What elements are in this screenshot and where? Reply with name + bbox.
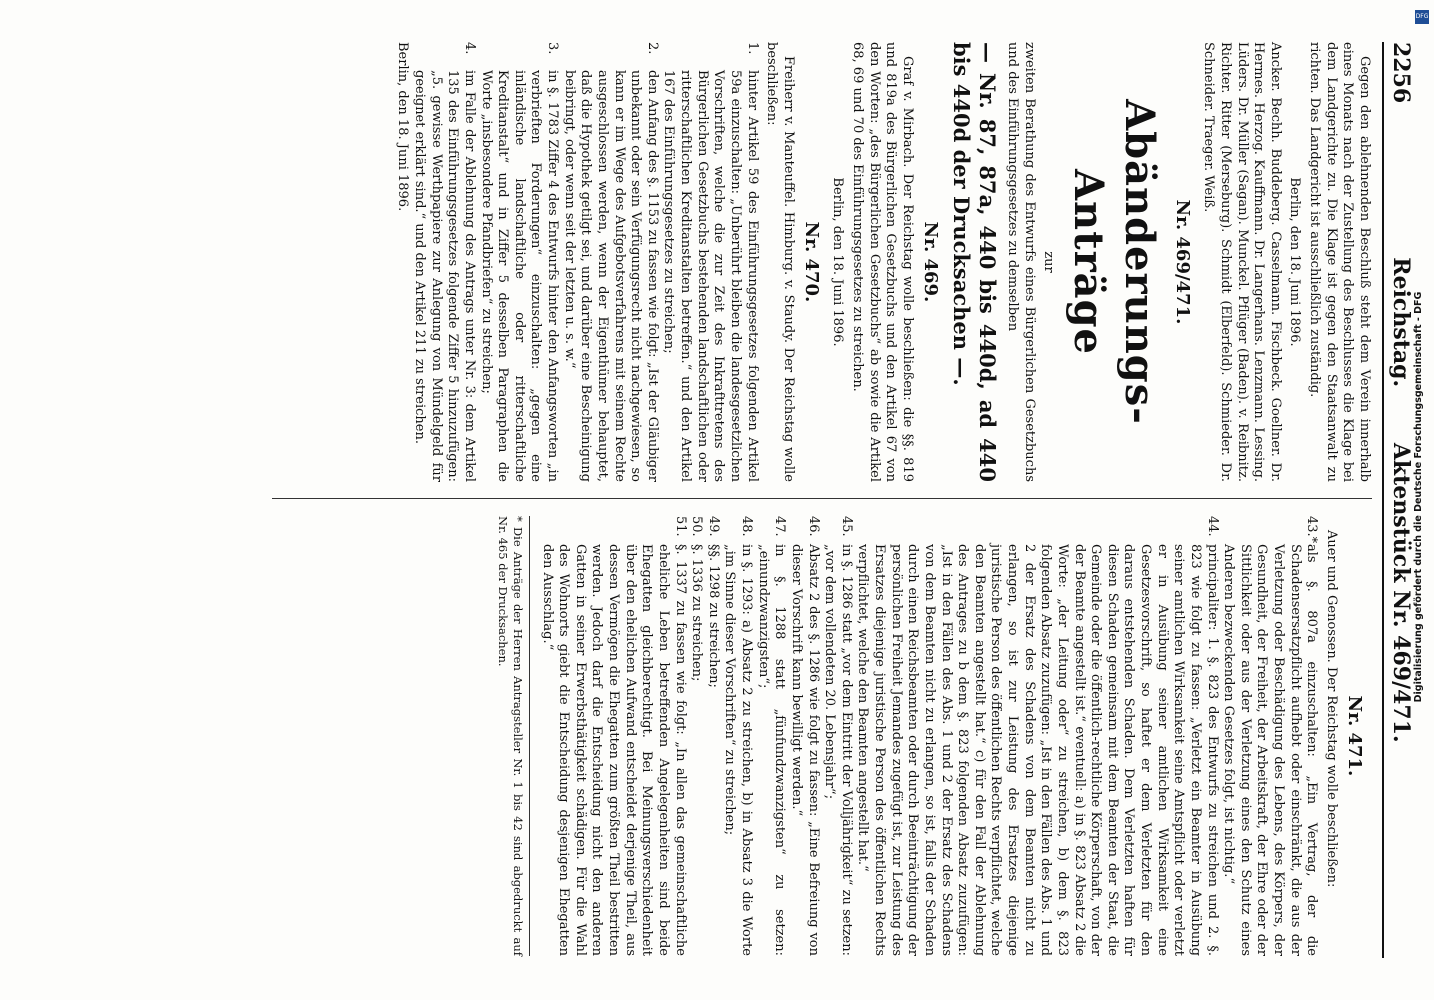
footnote: * Die Anträge der Herren Antragsteller Nr. 1 bis 42 sind abgedruckt auf Nr. 465 der Drucksachen. <box>496 516 530 956</box>
amendment-item: 46. Absatz 2 des §. 1286 wie folgt zu fassen: „Eine Befreiung von dieser Vorschrift kann bewilligt werden.“ <box>788 516 821 956</box>
section-heading: Nr. 469/471. <box>1171 199 1193 325</box>
amendment-item: 4. im Falle der Ablehnung des Antrags unter Nr. 3: dem Artikel 135 des Einführungsgesetzes folgende Ziffer 5 hinzuzufügen: „5. gewisse Werthpapiere zur Anlegung von Mündelgeld für geeignet erklärt sind.“ und den Artikel 211 zu streichen. <box>412 42 477 482</box>
dfg-logo: DFG <box>1415 10 1429 24</box>
nr471-heading: Nr. 471. <box>1344 695 1365 777</box>
zur-line: zur <box>1041 251 1057 273</box>
amendment-item: 3. in §. 1783 Ziffer 4 des Entwurfs hinter den Anfangsworten „in verbrieften Forderungen“ einzuschalten: „gegen eine inländische landschaftliche oder ritterschaftliche Kreditanstalt“ und in Ziffer 5 desselben Paragraphen die Worte „insbesondere Pfandbriefen“ zu streichen; <box>478 42 561 482</box>
date-line: Berlin, den 18. Juni 1896. <box>830 177 846 347</box>
signatories: Ancker. Bechh. Buddeberg. Casselmann. Fischbeck. Goellner. Dr. Hermes. Herzog. Kauffmann. Dr. Langerhans. Lenzmann. Lessing. Lüders. Dr. Müller (Sagan). Munckel. Pflüger (Baden). v. Reibnitz. Richter. Ritter (Merseburg). Schmidt (Elberfeld). Schmieder. Dr. Schneider. Traeger. Weiß. <box>1201 42 1283 482</box>
nr469-heading: Nr. 469. <box>919 221 941 303</box>
dfg-funding-note: Digitalisierung gefördert durch die Deutsche Forschungsgemeinschaft - DFG <box>1413 291 1424 703</box>
right-column <box>496 516 1372 956</box>
document-title: Abänderungs-Anträge <box>1064 99 1163 425</box>
amendment-item: 1. hinter Artikel 59 des Einführungsgesetzes folgenden Artikel 59a einzuschalten: „Unberührt bleiben die landesgesetzlichen Vorschriften, welche die zur Zeit des Inkrafttretens des Bürgerlichen Gesetzbuchs bestehenden landschaftlichen oder ritterschaftlichen Kreditanstalten betreffen.“ und den Artikel 167 des Einführungsgesetzes zu streichen; <box>661 42 760 482</box>
amendment-item: 45. in §. 1286 statt „vor dem Eintritt der Volljährigkeit“ zu setzen: „vor dem vollendeten 20. Lebensjahr“; <box>822 516 854 956</box>
amendment-item: 48. in §. 1293: a) Absatz 2 zu streichen, b) in Absatz 3 die Worte „im Sinne dieser Vorschriften“ zu streichen; <box>722 516 755 956</box>
amendment-item: 44. principaliter: 1. §. 823 des Entwurfs zu streichen und 2. §. 823 wie folgt zu fassen: „Verletzt ein Beamter in Ausübung seiner amtlichen Wirksamkeit seine Amtspflicht oder verletzt er in Ausübung seiner amtlichen Wirksamkeit eine Gesetzesvorschrift, so haftet er dem Verletzten für den daraus entstehenden Schaden. Dem Verletzten haften für diesen Schaden gemeinsam mit dem Beamten der Staat, die Gemeinde oder die öffentlich-rechtliche Körperschaft, von der der Beamte angestellt ist.“ eventuell: a) in §. 823 Absatz 2 die Worte: „der Leitung oder“ zu streichen, b) dem §. 823 folgenden Absatz zuzufügen: „Ist in den Fällen des Abs. 1 und 2 der Ersatz des Schadens von dem Beamten nicht zu erlangen, so ist zur Leistung des Ersatzes diejenige juristische Person des öffentlichen Rechts verpflichtet, welche den Beamten angestellt hat.“ c) für den Fall der Ablehnung des Antrages zu b dem §. 823 folgenden Absatz zuzufügen: „Ist in den Fällen des Abs. 1 und 2 der Ersatz des Schadens von dem Beamten nicht zu erlangen, so ist, falls der Schaden durch einen Reichsbeamten oder durch Beeinträchtigung der persönlichen Freiheit Jemandes zugefügt ist, zur Leistung des Ersatzes diejenige juristische Person des öffentlichen Rechts verpflichtet, welche den Beamten angestellt hat.“ <box>855 516 1220 956</box>
intro-paragraph: Gegen den ablehnenden Beschluß steht dem Verein innerhalb eines Monats nach der Zustellung des Beschlusses die Klage bei dem Landgerichte zu. Die Klage ist gegen den Staatsanwalt zu richten. Das Landgericht ist ausschließlich zuständig. <box>1307 42 1372 482</box>
amendment-item: 51. §. 1337 zu fassen wie folgt: „In allen das gemeinschaftliche eheliche Leben betreffenden Angelegenheiten sind beide Ehegatten gleichberechtigt. Bei Meinungsverschiedenheit über den ehelichen Aufwand entscheidet derjenige Theil, aus dessen Vermögen die Ehegatten zum größten Theil bestritten werden. Jedoch darf die Entscheidung nicht den anderen Gatten in seiner Erwerbsthätigkeit schädigen. Für die Wahl des Wohnorts giebt die Entscheidung desjenigen Ehegatten den Ausschlag.“ <box>539 516 688 956</box>
nr470-heading: Nr. 470. <box>800 221 822 303</box>
amendment-item: 50. §. 1336 zu streichen; <box>689 516 705 682</box>
date-line: Berlin, den 18. Juni 1896. <box>395 42 411 212</box>
amendment-item: 49. §§. 1298 zu streichen; <box>705 516 721 688</box>
left-column <box>391 42 1372 482</box>
header-left-title: Reichstag. <box>1388 257 1414 388</box>
date-line: Berlin, den 18. Juni 1896. <box>1287 177 1303 347</box>
drucksachen-line: — Nr. 87, 87a, 440 bis 440d, ad 440 bis 440d der Drucksachen —. <box>949 42 1001 482</box>
nr471-intro: Auer und Genossen. Der Reichstag wolle beschließen: <box>1323 530 1339 888</box>
amendment-item: 2. den Anfang des §. 1153 zu fassen wie folgt: „Ist der Gläubiger unbekannt oder sein Verfügungsrecht nicht nachgewiesen, so kann er im Wege des Aufgebotsverfahrens mit seinem Rechte ausgeschlossen werden, wenn der Eigenthümer behauptet, daß die Hypothek getilgt sei, und darüber eine Bescheinigung beibringt, oder wenn seit der letzten u. s. w.“ <box>561 42 660 482</box>
dfg-margin-note <box>1412 8 1432 998</box>
nr470-intro: Freiherr v. Manteuffel. Himburg. v. Staudy. Der Reichstag wolle beschließen: <box>764 42 796 482</box>
column-divider <box>272 498 1372 499</box>
title-intro: zweiten Berathung des Entwurfs eines Bürgerlichen Gesetzbuchs und des Einführungsgesetzes zu demselben <box>1005 42 1037 482</box>
header-right-title: Aktenstück Nr. 469/471. <box>1388 442 1414 743</box>
page-number: 2256 <box>1388 42 1414 104</box>
nr469-text: Graf v. Mirbach. Der Reichstag wolle beschließen: die §§. 819 und 819a des Bürgerlichen Gesetzbuchs und den Artikel 67 von den Worten: „des Bürgerlichen Gesetzbuchs“ ab sowie die Artikel 68, 69 und 70 des Einführungsgesetzes zu streichen. <box>850 42 915 482</box>
amendment-item: 43.* als §. 807a einzuschalten: „Ein Vertrag, der die Schadensersatzpflicht aufhebt oder einschränkt, die aus der Verletzung oder Beschädigung des Lebens, des Körpers, der Gesundheit, der Freiheit, der Arbeitskraft, der Ehre oder der Sittlichkeit oder aus der Verletzung eines den Schutz eines Anderen bezweckenden Gesetzes folgt, ist nichtig.“ <box>1221 516 1320 956</box>
amendment-item: 47. in §. 1288 statt „fünfundzwanzigsten“ zu setzen: „einundzwanzigsten“; <box>755 516 788 956</box>
